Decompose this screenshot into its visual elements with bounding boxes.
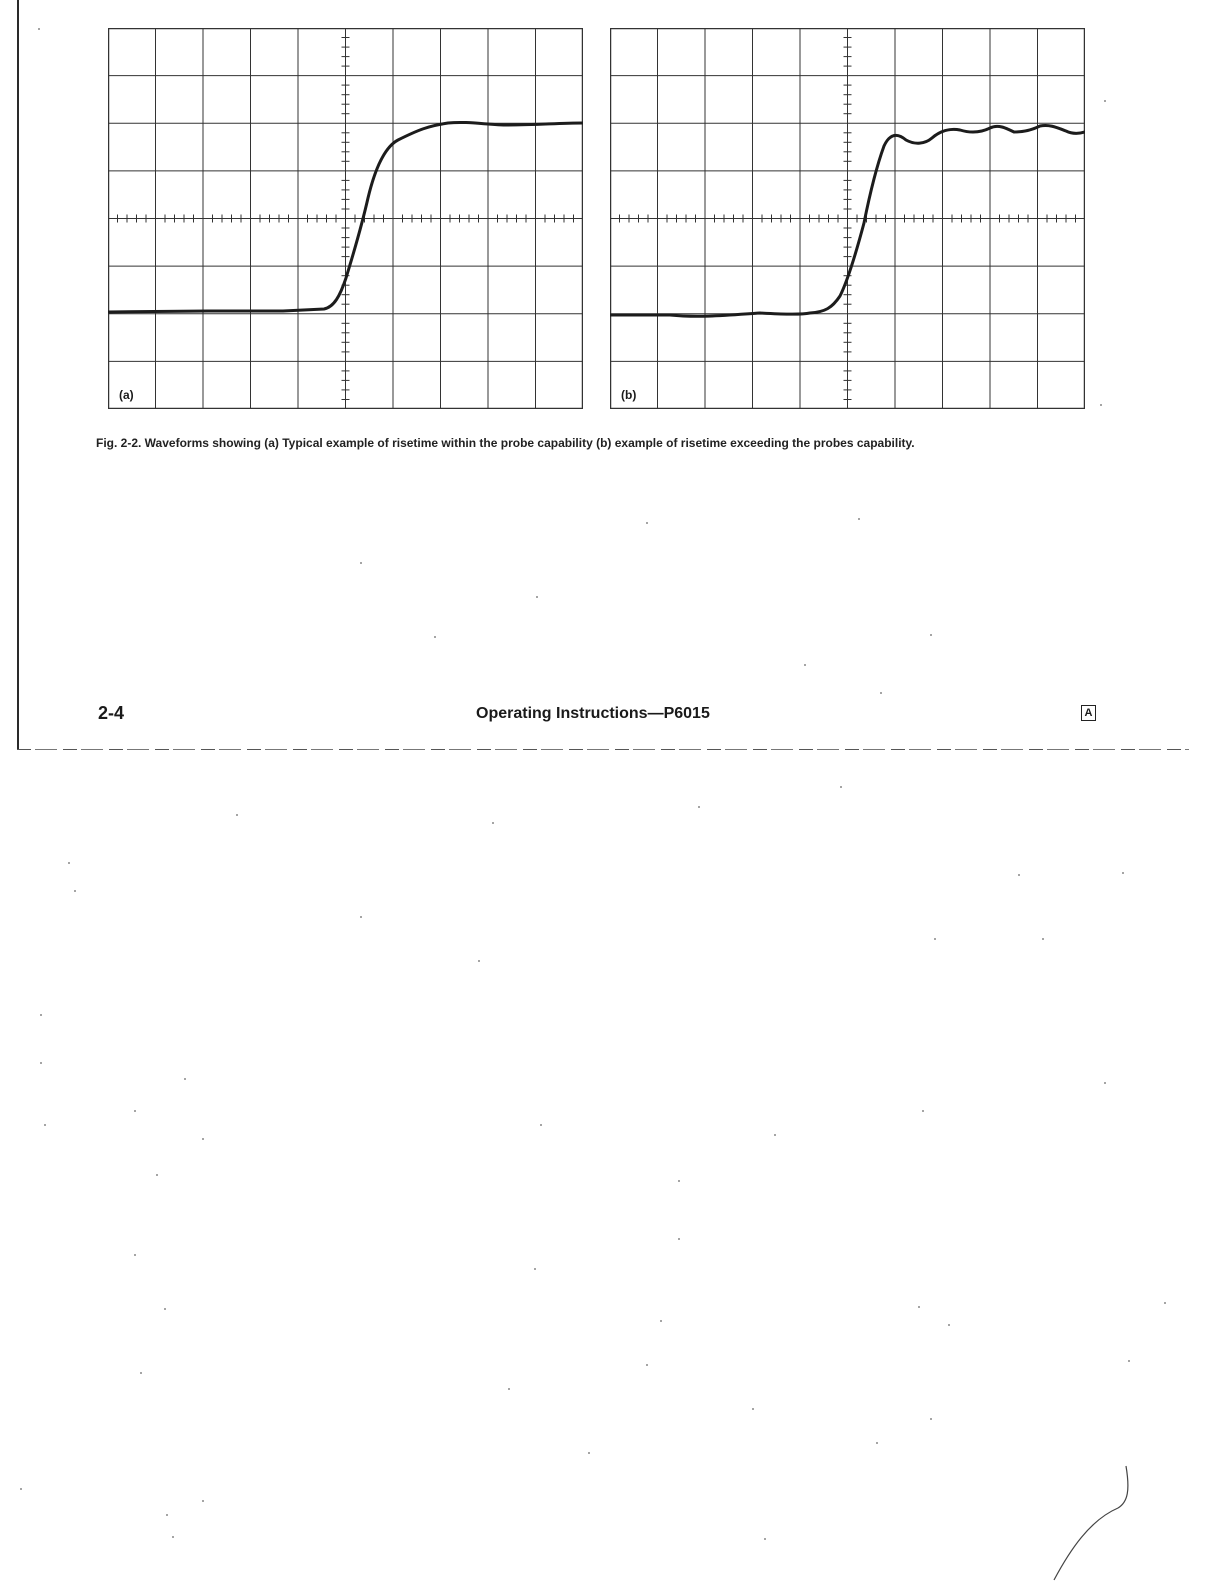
scan-speck [646,1364,648,1366]
scan-speck [202,1138,204,1140]
scan-speck [1104,100,1106,102]
panel-label-b: (b) [621,388,637,402]
waveform-panel-b [610,28,1085,409]
scan-speck [236,814,238,816]
panel-label-a: (a) [119,388,134,402]
figure-caption: Fig. 2-2. Waveforms showing (a) Typical example of risetime within the probe capability (b) example of risetime exceeding the probes capability. [96,436,915,450]
scan-speck [540,1124,542,1126]
scan-speck [536,596,538,598]
scan-speck [922,1110,924,1112]
scan-speck [360,916,362,918]
scan-speck [1042,938,1044,940]
scan-speck [880,692,882,694]
scan-speck [134,1254,136,1256]
scan-speck [948,1324,950,1326]
scan-speck [876,1442,878,1444]
scan-speck [660,1320,662,1322]
scan-speck [20,1488,22,1490]
scan-mark [1040,1460,1150,1584]
scan-speck [764,1538,766,1540]
scan-speck [202,1500,204,1502]
scan-speck [478,960,480,962]
scan-speck [40,1062,42,1064]
scan-speck [156,1174,158,1176]
scan-speck [38,28,40,30]
scan-speck [360,562,362,564]
scan-speck [1122,872,1124,874]
scan-speck [68,862,70,864]
scan-speck [140,1372,142,1374]
scan-speck [678,1180,680,1182]
scan-speck [858,518,860,520]
scan-speck [918,1306,920,1308]
scan-speck [930,634,932,636]
scan-speck [588,1452,590,1454]
scan-speck [534,1268,536,1270]
scan-speck [508,1388,510,1390]
scan-speck [1164,1302,1166,1304]
scan-speck [492,822,494,824]
scan-speck [934,938,936,940]
scan-speck [752,1408,754,1410]
scan-speck [1100,404,1102,406]
scan-speck [166,1514,168,1516]
oscilloscope-graticule-b [610,28,1085,409]
scan-speck [804,664,806,666]
scan-speck [930,1418,932,1420]
page-number: 2-4 [98,703,125,723]
scan-speck [774,1134,776,1136]
scan-speck [164,1308,166,1310]
scan-speck [1128,1360,1130,1362]
page-bottom-edge [17,749,1189,750]
scan-speck [840,786,842,788]
waveform-panel-a [108,28,583,409]
revision-mark: A [1081,705,1096,721]
scan-speck [678,1238,680,1240]
scan-speck [1104,1082,1106,1084]
footer-title: Operating Instructions—P6015 [476,705,710,722]
scan-speck [646,522,648,524]
scan-speck [172,1536,174,1538]
scan-speck [74,890,76,892]
scan-speck [44,1124,46,1126]
page-left-edge [17,0,19,750]
scan-speck [434,636,436,638]
scan-speck [698,806,700,808]
oscilloscope-graticule-a [108,28,583,409]
scan-speck [184,1078,186,1080]
scan-speck [1018,874,1020,876]
scan-speck [134,1110,136,1112]
scan-speck [40,1014,42,1016]
